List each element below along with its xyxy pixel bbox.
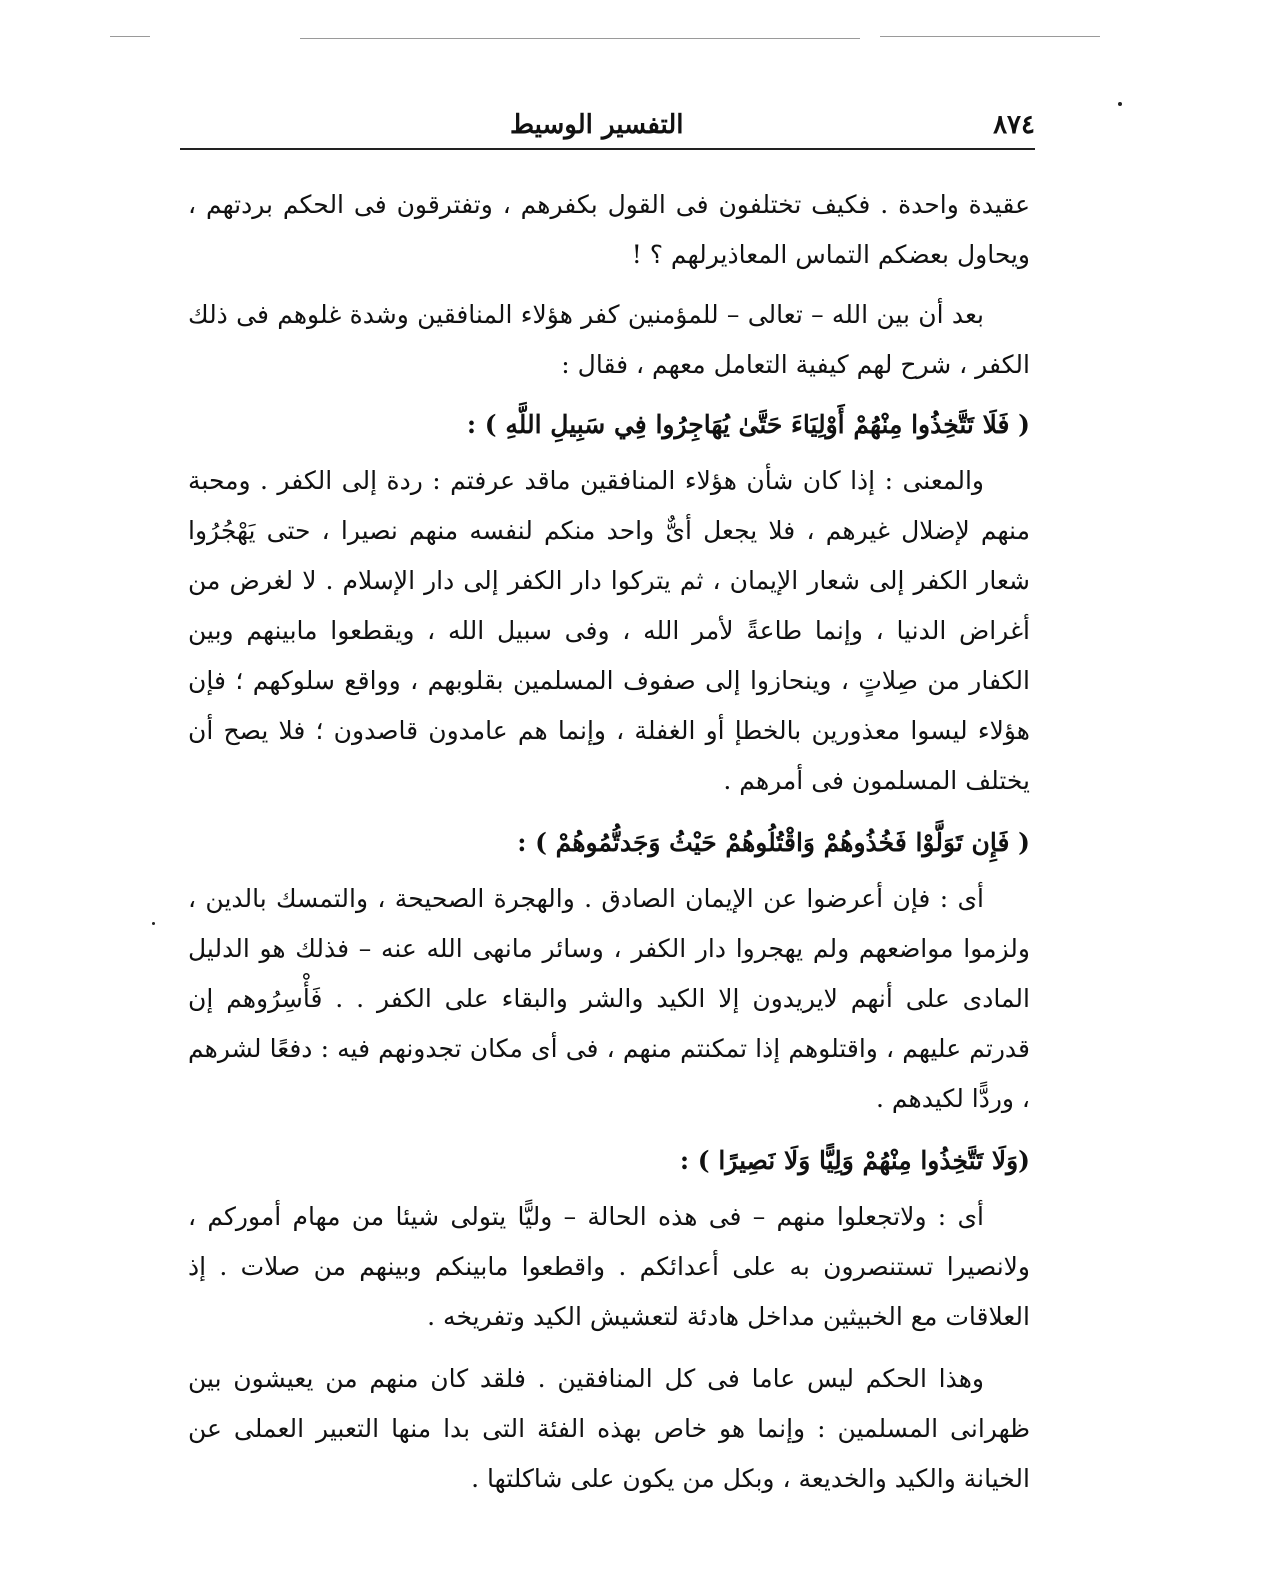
page-header xyxy=(180,108,1035,150)
page-body xyxy=(188,180,1030,1516)
body-paragraph: بعد أن بين الله – تعالى – للمؤمنين كفر هؤلاء المنافقين وشدة غلوهم فى ذلك الكفر ، شرح لهم كيفية التعامل معهم ، فقال : xyxy=(188,300,1030,379)
quran-verse: (وَلَا تَتَّخِذُوا مِنْهُمْ وَلِيًّا وَلَا نَصِيرًا ) : xyxy=(679,1146,1030,1175)
scan-edge-line xyxy=(880,36,1100,37)
scan-edge-line xyxy=(300,38,860,39)
quran-verse: ( فَإِن تَوَلَّوْا فَخُذُوهُمْ وَاقْتُلُوهُمْ حَيْثُ وَجَدتُّمُوهُمْ ) : xyxy=(517,828,1030,857)
running-title: التفسير الوسيط xyxy=(510,110,684,140)
body-paragraph: أى : فإن أعرضوا عن الإيمان الصادق . والهجرة الصحيحة ، والتمسك بالدين ، ولزموا مواضعهم ولم يهجروا دار الكفر ، وسائر مانهى الله عنه – فذلك هو الدليل المادى على أنهم لايريدون إلا الكيد والشر والبقاء على الكفر . . فَأْسِرُوهم إن قدرتم عليهم ، واقتلوهم إذا تمكنتم منهم ، فى أى مكان تجدونهم فيه : دفعًا لشرهم ، وردًّا لكيدهم . xyxy=(188,884,1030,1113)
body-paragraph: أى : ولاتجعلوا منهم – فى هذه الحالة – وليًّا يتولى شيئا من مهام أموركم ، ولانصيرا تستنصرون به على أعدائكم . واقطعوا مابينكم وبينهم من صلات . إذ العلاقات مع الخبيثين مداخل هادئة لتعشيش الكيد وتفريخه . xyxy=(188,1202,1030,1331)
scan-speck xyxy=(152,922,155,925)
body-paragraph: عقيدة واحدة . فكيف تختلفون فى القول بكفرهم ، وتفترقون فى الحكم بردتهم ، ويحاول بعضكم التماس المعاذيرلهم ؟ ! xyxy=(188,190,1030,269)
body-paragraph: والمعنى : إذا كان شأن هؤلاء المنافقين ماقد عرفتم : ردة إلى الكفر . ومحبة منهم لإضلال غيرهم ، فلا يجعل أىٌّ واحد منكم لنفسه منهم نصيرا ، حتى يَهْجُرُوا شعار الكفر إلى شعار الإيمان ، ثم يتركوا دار الكفر إلى دار الإسلام . لا لغرض من أغراض الدنيا ، وإنما طاعةً لأمر الله ، وفى سبيل الله ، ويقطعوا مابينهم وبين الكفار من صِلاتٍ ، وينحازوا إلى صفوف المسلمين بقلوبهم ، وواقع سلوكهم ؛ فإن هؤلاء ليسوا معذورين بالخطإ أو الغفلة ، وإنما هم عامدون قاصدون ؛ فلا يصح أن يختلف المسلمون فى أمرهم . xyxy=(188,466,1030,795)
page-number: ٨٧٤ xyxy=(993,110,1035,140)
scan-speck xyxy=(1118,102,1122,106)
quran-verse: ( فَلَا تَتَّخِذُوا مِنْهُمْ أَوْلِيَاءَ حَتَّىٰ يُهَاجِرُوا فِي سَبِيلِ اللَّهِ ) : xyxy=(466,410,1030,439)
scan-edge-line xyxy=(110,36,150,37)
body-paragraph: وهذا الحكم ليس عاما فى كل المنافقين . فلقد كان منهم من يعيشون بين ظهرانى المسلمين : وإنما هو خاص بهذه الفئة التى بدا منها التعبير العملى عن الخيانة والكيد والخديعة ، وبكل من يكون على شاكلتها . xyxy=(188,1364,1031,1493)
